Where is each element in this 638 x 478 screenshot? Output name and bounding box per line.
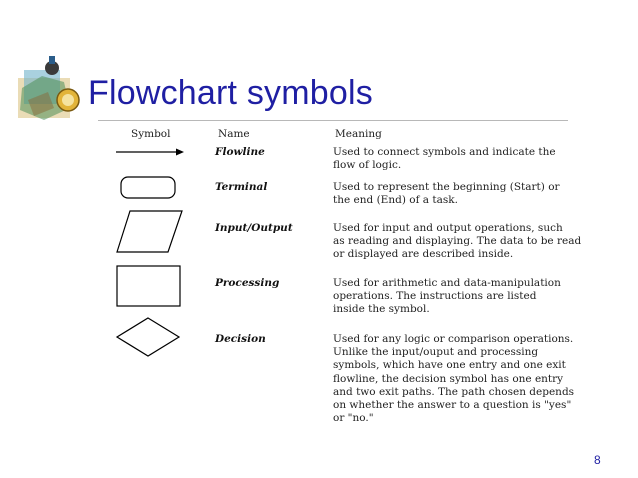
- processing-rectangle-icon: [116, 265, 188, 309]
- symbol-meaning: Used for arithmetic and data-manipulation operations. The instructions are listed inside the symbol.: [333, 277, 561, 316]
- symbol-meaning: Used for any logic or comparison operations. Unlike the input/ouput and processing symbols, which have one entry and one exit flowline, the decision symbol has one entry and two exit paths. The path chosen depends on whether the answer to a question is "yes" or "no.": [333, 333, 575, 425]
- symbol-meaning: Used to connect symbols and indicate the flow of logic.: [333, 146, 556, 172]
- symbol-meaning: Used to represent the beginning (Start) or the end (End) of a task.: [333, 181, 560, 207]
- symbol-name: Processing: [215, 277, 280, 289]
- header-meaning: Meaning: [335, 128, 382, 140]
- header-name: Name: [218, 128, 250, 140]
- title-divider: [98, 120, 568, 121]
- decorative-logo-image: [14, 48, 90, 128]
- symbol-name: Decision: [215, 333, 266, 345]
- terminal-rounded-rect-icon: [120, 176, 192, 200]
- symbol-name: Terminal: [215, 181, 268, 193]
- page-number: 8: [594, 453, 601, 467]
- slide-title: Flowchart symbols: [88, 74, 373, 112]
- symbol-name: Flowline: [215, 146, 265, 158]
- decision-diamond-icon: [116, 317, 188, 359]
- input-output-parallelogram-icon: [116, 210, 188, 254]
- symbol-name: Input/Output: [215, 222, 293, 234]
- symbol-meaning: Used for input and output operations, such as reading and displaying. The data to be read or displayed are described inside.: [333, 222, 582, 261]
- header-symbol: Symbol: [131, 128, 171, 140]
- flowline-arrow-icon: [114, 146, 186, 158]
